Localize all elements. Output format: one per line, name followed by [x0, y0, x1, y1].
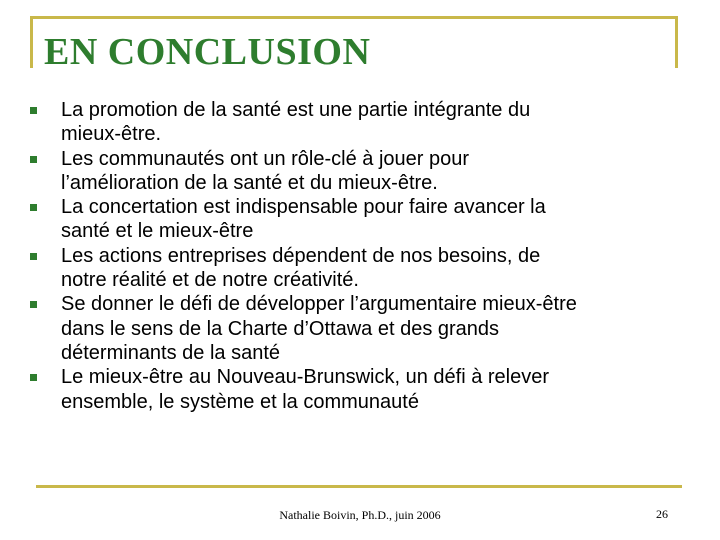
square-bullet-icon — [30, 374, 37, 381]
square-bullet-icon — [30, 156, 37, 163]
square-bullet-icon — [30, 301, 37, 308]
bullet-item — [30, 147, 690, 196]
footer-divider — [36, 485, 682, 488]
bullet-text-line: santé et le mieux-être — [61, 220, 254, 243]
title-frame-right — [675, 16, 678, 68]
bullet-text-line: Les actions entreprises dépendent de nos besoins, de — [61, 244, 541, 267]
bullet-item — [30, 195, 690, 244]
bullet-text-line: déterminants de la santé — [61, 341, 281, 364]
footer-author: Nathalie Boivin, Ph.D., juin 2006 — [279, 508, 441, 522]
title-frame-left — [30, 16, 33, 68]
slide-title: EN CONCLUSION — [44, 28, 376, 76]
bullet-text-line: l’amélioration de la santé et du mieux-être. — [61, 171, 438, 194]
square-bullet-icon — [30, 204, 37, 211]
bullet-text-line: Se donner le défi de développer l’argumentaire mieux-être — [61, 293, 577, 316]
bullet-text-line: notre réalité et de notre créativité. — [61, 269, 359, 292]
square-bullet-icon — [30, 253, 37, 260]
bullet-item — [30, 244, 690, 293]
title-frame-top — [30, 16, 676, 19]
bullet-item — [30, 292, 690, 365]
bullet-item — [30, 365, 690, 414]
bullet-text-line: La concertation est indispensable pour faire avancer la — [61, 196, 546, 219]
page-number: 26 — [656, 507, 668, 521]
bullet-item — [30, 98, 690, 147]
bullet-text-line: dans le sens de la Charte d’Ottawa et des grands — [61, 317, 500, 340]
bullet-text-line: La promotion de la santé est une partie intégrante du — [61, 99, 531, 121]
bullet-text-line: Les communautés ont un rôle-clé à jouer pour — [61, 147, 470, 170]
bullet-text-line: ensemble, le système et la communauté — [61, 390, 419, 413]
bullet-text-line: Le mieux-être au Nouveau-Brunswick, un défi à relever — [61, 366, 550, 389]
bullet-list — [30, 98, 690, 414]
bullet-text-line: mieux-être. — [61, 123, 162, 146]
square-bullet-icon — [30, 107, 37, 114]
